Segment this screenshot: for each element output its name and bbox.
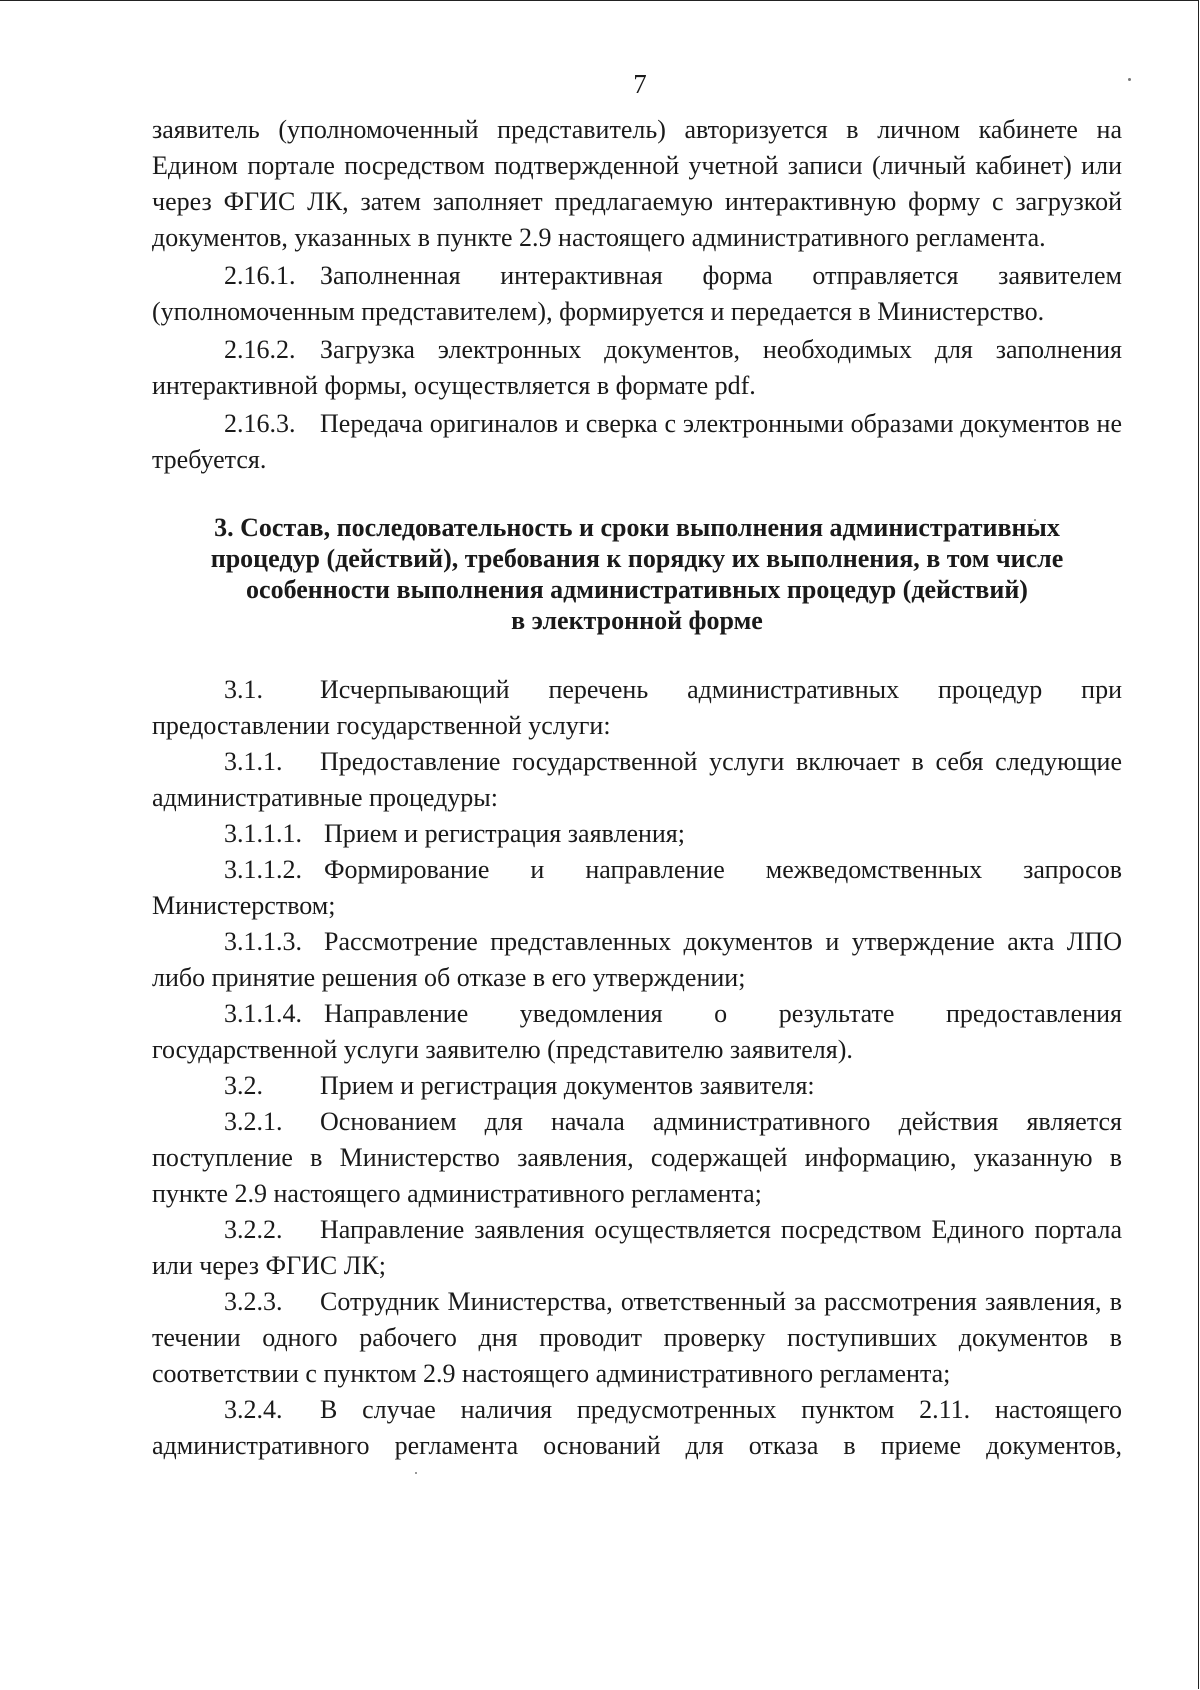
paragraph-3-2-1 <box>152 1104 1122 1212</box>
paragraph-number: 3.1.1.4. <box>224 999 302 1028</box>
paragraph-number: 3.1.1.1. <box>224 819 302 848</box>
paragraph-3-1-1-4 <box>152 996 1122 1068</box>
paragraph-number: 2.16.2. <box>224 335 296 364</box>
paragraph-text: Заполненная интерактивная форма отправляется заявителем (уполномоченным представителем), формируется и передается в Министерство. <box>152 261 1122 326</box>
section-heading-line: в электронной форме <box>511 606 763 635</box>
section-heading-line: процедур (действий), требования к порядку их выполнения, в том числе <box>210 544 1064 573</box>
paragraph-2-16-3 <box>152 406 1122 478</box>
section-heading-line: особенности выполнения административных процедур (действий) <box>246 575 1028 604</box>
paragraph-number: 3.1.1. <box>224 747 283 776</box>
paragraph-text: Предоставление государственной услуги включает в себя следующие административные процедуры: <box>152 747 1122 812</box>
paragraph-2-16-2 <box>152 332 1122 404</box>
document-body <box>152 112 1122 1464</box>
paragraph-number: 3.2.1. <box>224 1107 283 1136</box>
paragraph-text: Исчерпывающий перечень административных процедур при предоставлении государственной услуги: <box>152 675 1122 740</box>
paragraph-number: 3.2. <box>224 1071 263 1100</box>
paragraph-number: 3.1.1.2. <box>224 855 302 884</box>
paragraph-3-2-3 <box>152 1284 1122 1392</box>
paragraph-text: Прием и регистрация документов заявителя: <box>320 1071 815 1100</box>
paragraph-3-2-2 <box>152 1212 1122 1284</box>
paragraph-text: Направление заявления осуществляется посредством Единого портала или через ФГИС ЛК; <box>152 1215 1122 1280</box>
paragraph-text: Загрузка электронных документов, необходимых для заполнения интерактивной формы, осуществляется в формате pdf. <box>152 335 1122 400</box>
section-heading-line: 3. Состав, последовательность и сроки выполнения административных <box>214 513 1060 542</box>
paragraph-text: Сотрудник Министерства, ответственный за рассмотрения заявления, в течении одного рабочего дня проводит проверку поступивших документов в соответствии с пунктом 2.9 настоящего административного регламента; <box>152 1287 1122 1388</box>
paragraph-3-2 <box>152 1068 1122 1104</box>
paragraph-text: Рассмотрение представленных документов и утверждение акта ЛПО либо принятие решения об отказе в его утверждении; <box>152 927 1122 992</box>
page-number: 7 <box>633 69 647 99</box>
paragraph-text: Основанием для начала административного действия является поступление в Министерство заявления, содержащей информацию, указанную в пункте 2.9 настоящего административного регламента; <box>152 1107 1122 1208</box>
paragraph-text: Передача оригиналов и сверка с электронными образами документов не требуется. <box>152 409 1122 474</box>
paragraph-3-1 <box>152 672 1122 744</box>
scan-speck <box>415 1472 417 1474</box>
paragraph-number: 3.1.1.3. <box>224 927 302 956</box>
paragraph-number: 3.2.4. <box>224 1395 283 1424</box>
paragraph-text: Направление уведомления о результате предоставления государственной услуги заявителю (представителю заявителя). <box>152 999 1122 1064</box>
paragraph-text: Прием и регистрация заявления; <box>324 819 685 848</box>
paragraph-3-1-1 <box>152 744 1122 816</box>
paragraph-3-1-1-1 <box>152 816 1122 852</box>
paragraph-continuation: заявитель (уполномоченный представитель) авторизуется в личном кабинете на Едином портале посредством подтвержденной учетной записи (личный кабинет) или через ФГИС ЛК, затем заполняет предлагаемую интерактивную форму с загрузкой документов, указанных в пункте 2.9 настоящего административного регламента. <box>152 115 1122 252</box>
paragraph-3-2-4 <box>152 1392 1122 1464</box>
paragraph-text: В случае наличия предусмотренных пунктом 2.11. настоящего административного регламента оснований для отказа в приеме документов, <box>152 1395 1122 1460</box>
section-heading <box>152 512 1122 636</box>
paragraph-text: Формирование и направление межведомственных запросов Министерством; <box>152 855 1122 920</box>
paragraph-3-1-1-3 <box>152 924 1122 996</box>
paragraph-number: 3.2.2. <box>224 1215 283 1244</box>
paragraph-2-16-1 <box>152 258 1122 330</box>
paragraph-3-1-1-2 <box>152 852 1122 924</box>
paragraph-number: 2.16.3. <box>224 409 296 438</box>
paragraph-number: 2.16.1. <box>224 261 296 290</box>
paragraph-number: 3.1. <box>224 675 263 704</box>
paragraph-number: 3.2.3. <box>224 1287 283 1316</box>
